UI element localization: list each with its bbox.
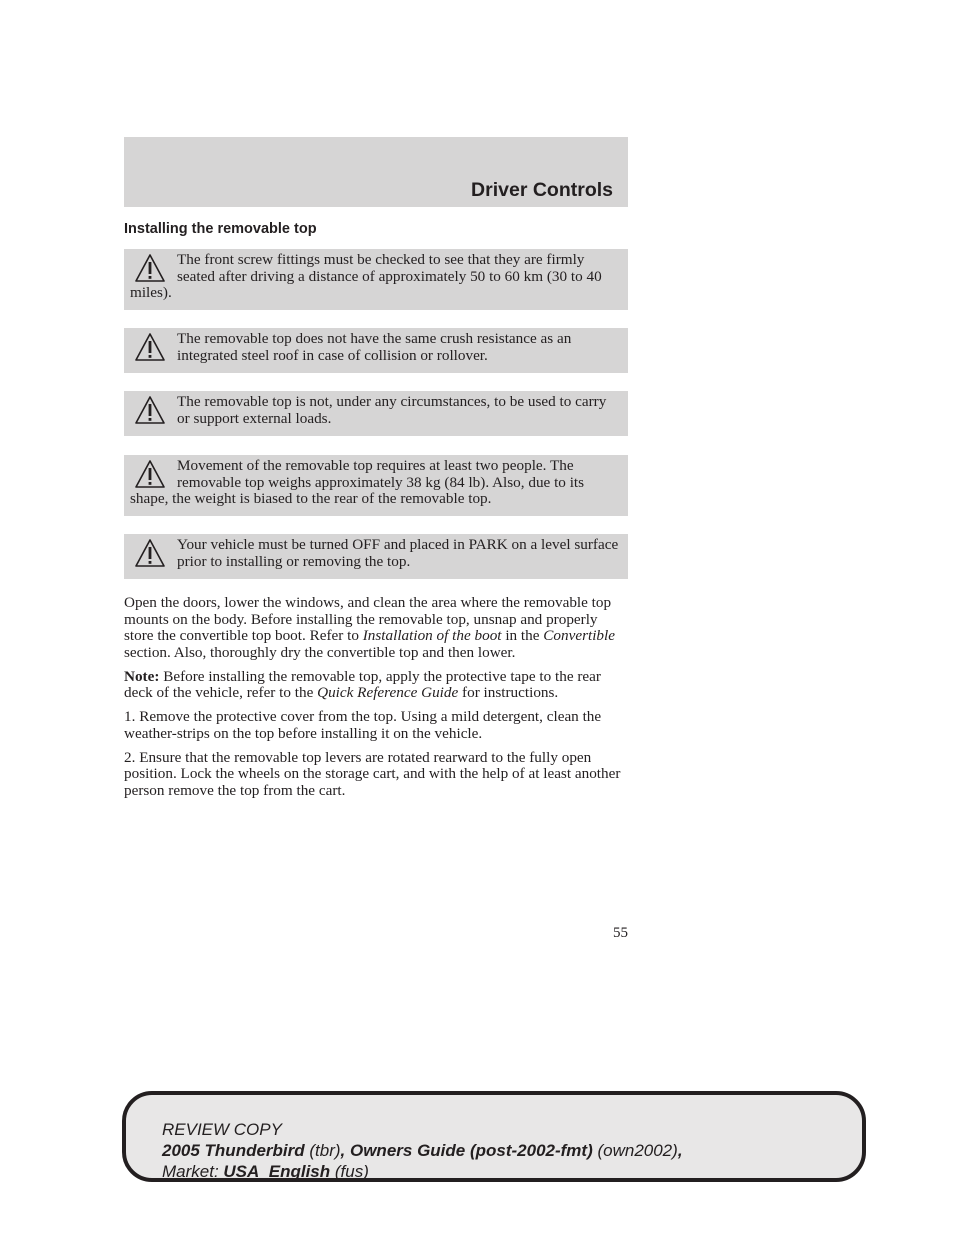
instructions-body xyxy=(124,595,630,807)
document-identifier: 2005 Thunderbird (tbr), Owners Guide (post-2002-fmt) (own2002), xyxy=(162,1141,683,1160)
quick-reference-guide-ref: Quick Reference Guide xyxy=(317,684,459,701)
step-1: 1. Remove the protective cover from the top. Using a mild detergent, clean the weather-strips on the top before installing it on the vehicle. xyxy=(124,708,602,742)
intro-paragraph: Open the doors, lower the windows, and clean the area where the removable top mounts on the body. Before installing the removable top, unsnap and properly store the convertible top boot. Refer to Installation of the boot in the Convertible section. Also, thoroughly dry the convertible top and then lower. xyxy=(124,594,615,661)
warning-text: Movement of the removable top requires at least two people. The removable top weighs approximately 38 kg (84 lb). Also, due to its shape, the weight is biased to the rear of the removable top. xyxy=(130,457,585,508)
warning-text: The removable top does not have the same crush resistance as an integrated steel roof in case of collision or rollover. xyxy=(177,330,572,364)
step-2: 2. Ensure that the removable top levers are rotated rearward to the fully open position. Lock the wheels on the storage cart, and with the help of at least another person remove the top from the cart. xyxy=(124,748,621,799)
warning-triangle-icon xyxy=(134,538,166,568)
review-copy-footer xyxy=(122,1091,866,1182)
page-title: Driver Controls xyxy=(471,179,613,201)
page-number: 55 xyxy=(613,925,628,941)
warning-box xyxy=(124,455,628,516)
warning-triangle-icon xyxy=(134,459,166,489)
warning-triangle-icon xyxy=(134,253,166,283)
warning-triangle-icon xyxy=(134,395,166,425)
link-convertible: Convertible xyxy=(543,627,615,644)
warning-text: The front screw fittings must be checked to see that they are firmly seated after driving a distance of approximately 50 to 60 km (30 to 40 miles). xyxy=(130,251,602,302)
section-header-bar xyxy=(124,137,628,207)
note-label: Note: xyxy=(124,667,160,685)
warning-box xyxy=(124,534,628,579)
warning-box xyxy=(124,391,628,436)
warning-text: Your vehicle must be turned OFF and placed in PARK on a level surface prior to installing or removing the top. xyxy=(177,536,619,570)
market-identifier: Market: USA_English (fus) xyxy=(162,1162,369,1181)
link-installation-of-the-boot: Installation of the boot xyxy=(362,627,502,644)
note-paragraph: Note: Before installing the removable top, apply the protective tape to the rear deck of the vehicle, refer to the Quick Reference Guide for instructions. xyxy=(124,667,601,701)
warning-triangle-icon xyxy=(134,332,166,362)
warning-box xyxy=(124,249,628,310)
section-heading: Installing the removable top xyxy=(124,221,317,237)
warning-text: The removable top is not, under any circumstances, to be used to carry or support external loads. xyxy=(177,393,607,427)
review-copy-label: REVIEW COPY xyxy=(162,1120,282,1139)
warning-box xyxy=(124,328,628,373)
